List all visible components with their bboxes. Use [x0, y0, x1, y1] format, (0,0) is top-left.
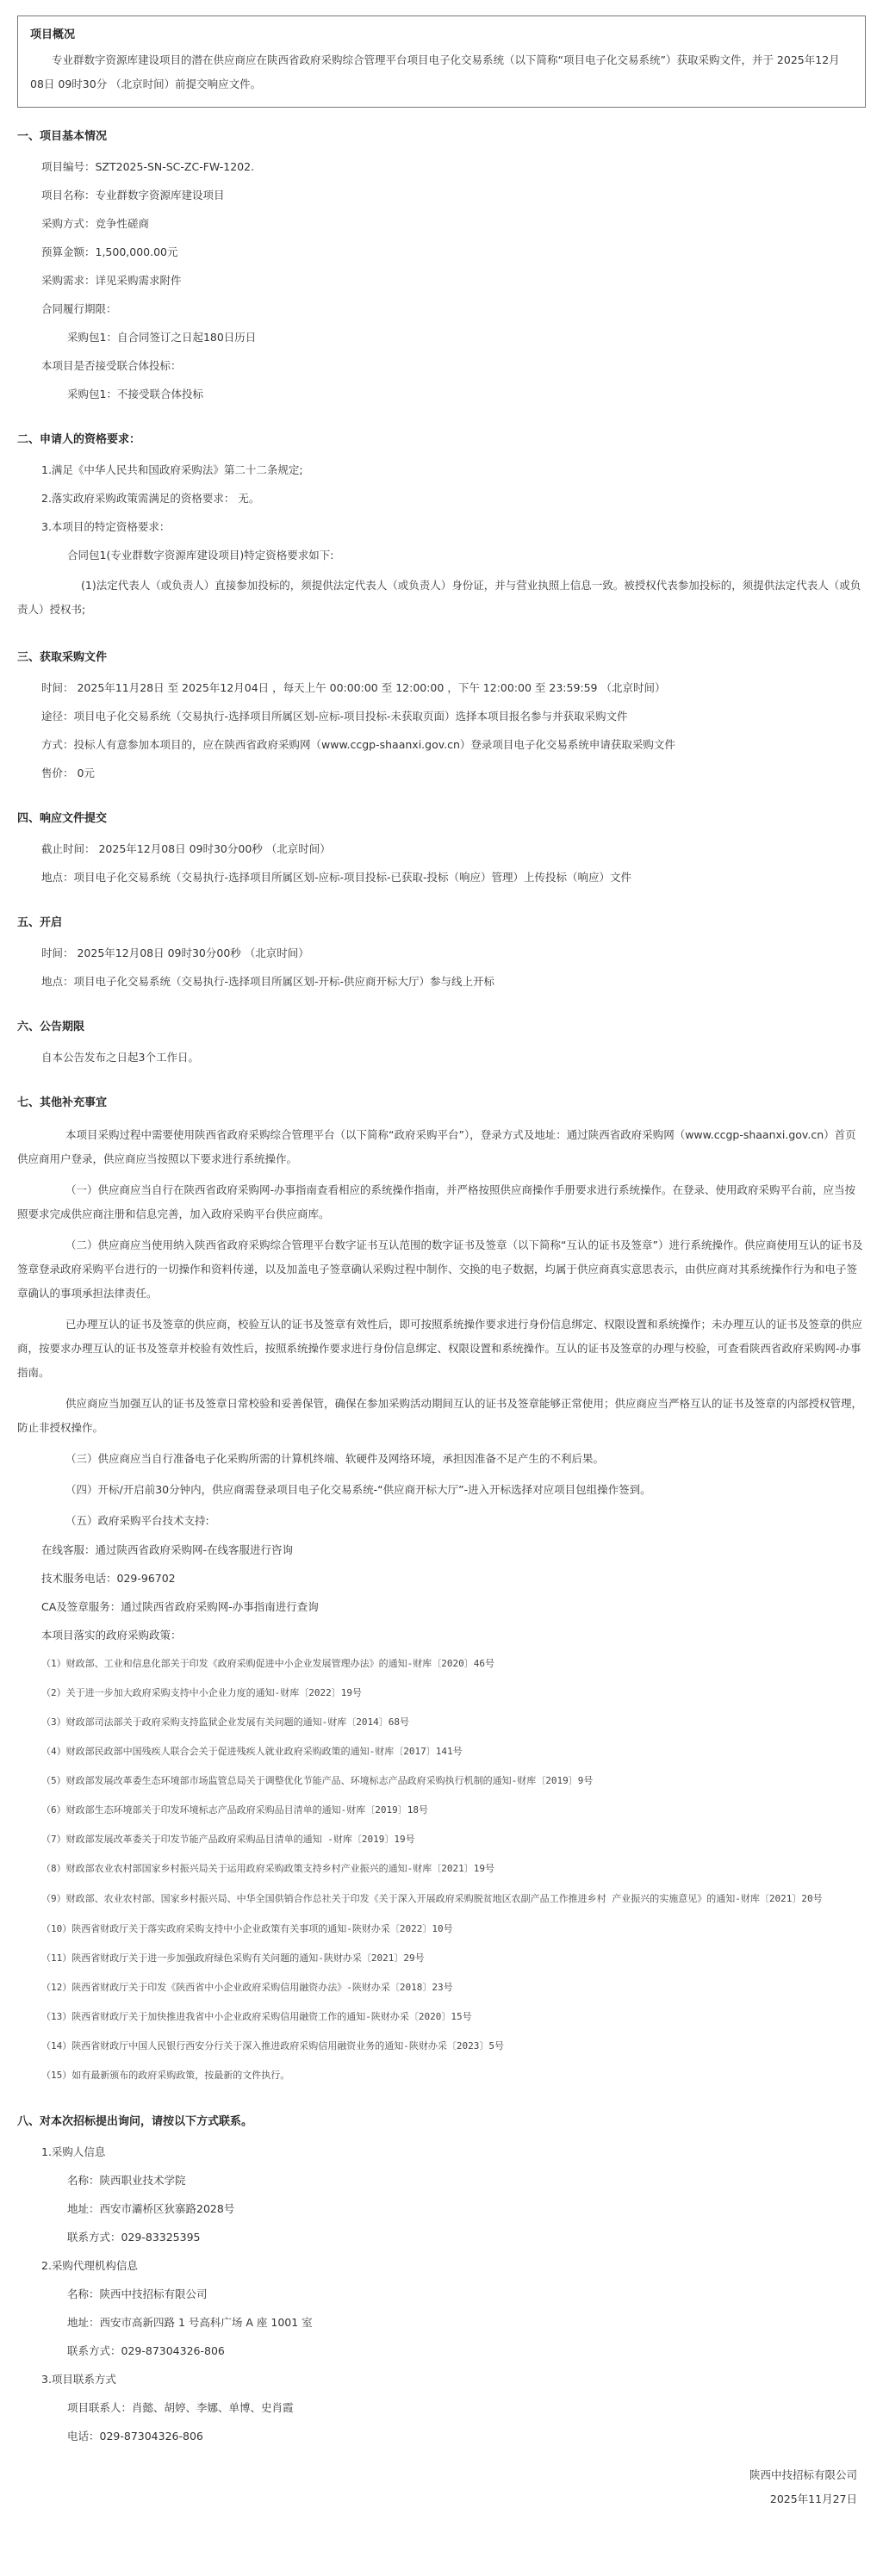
policy-item: （6）财政部生态环境部关于印发环境标志产品政府采购品目清单的通知-财库〔2019〕18号 [41, 1804, 428, 1816]
notice-period-text: 自本公告发布之日起3个工作日。 [41, 1051, 199, 1064]
opening-location: 地点：项目电子化交易系统（交易执行-选择项目所属区划-开标-供应商开标大厅）参与线上开标 [41, 975, 495, 988]
rule-2: （二）供应商应当使用纳入陕西省政府采购综合管理平台数字证书互认范围的数字证书及签章（以下简称“互认的证书及签章”）进行系统操作。供应商使用互认的证书及签章登录政府采购平台进行的一切操作和资料传递，以及加盖电子签章确认采购过程中制作、交换的电子数据，均属于供应商真实意思表示，由供应商对其系统操作行为和电子签章确认的事项承担法律责任。 [17, 1238, 863, 1300]
consortium-package1: 采购包1：不接受联合体投标 [67, 388, 203, 400]
support-online: 在线客服：通过陕西省政府采购网-在线客服进行咨询 [41, 1543, 294, 1556]
policy-item: （1）财政部、工业和信息化部关于印发《政府采购促进中小企业发展管理办法》的通知-财库〔2020〕46号 [41, 1658, 494, 1669]
support-ca: CA及签章服务：通过陕西省政府采购网-办事指南进行查询 [41, 1600, 319, 1613]
closing-signature [17, 2463, 866, 2511]
contract-period-package1: 采购包1：自合同签订之日起180日历日 [67, 331, 257, 344]
policy-item: （8）财政部农业农村部国家乡村振兴局关于运用政府采购政策支持乡村产业振兴的通知-财库〔2021〕19号 [41, 1863, 494, 1874]
policy-item: （3）财政部司法部关于政府采购支持监狱企业发展有关问题的通知-财库〔2014〕68号 [41, 1716, 409, 1728]
qualification-item: 1.满足《中华人民共和国政府采购法》第二十二条规定; [41, 463, 303, 476]
qualification-detail: (1)法定代表人（或负责人）直接参加投标的，须提供法定代表人（或负责人）身份证，并与营业执照上信息一致。被授权代表参加投标的，须提供法定代表人（或负责人）授权书; [17, 579, 861, 616]
qualification-item: 3.本项目的特定资格要求： [41, 520, 171, 533]
obtain-channel: 途径：项目电子化交易系统（交易执行-选择项目所属区划-应标-项目投标-未获取页面）选择本项目报名参与并获取采购文件 [41, 710, 628, 723]
rule-2-custody: 供应商应当加强互认的证书及签章日常校验和妥善保管，确保在参加采购活动期间互认的证书及签章能够正常使用；供应商应当严格互认的证书及签章的内部授权管理，防止非授权操作。 [17, 1397, 863, 1434]
contact-heading: 3.项目联系方式 [41, 2373, 116, 2386]
rule-1: （一）供应商应当自行在陕西省政府采购网-办事指南查看相应的系统操作指南，并严格按照供应商操作手册要求进行系统操作。在登录、使用政府采购平台前，应当按照要求完成供应商注册和信息完善，加入政府采购平台供应商库。 [17, 1183, 856, 1220]
policy-item: （15）如有最新颁布的政府采购政策，按最新的文件执行。 [41, 2070, 290, 2081]
section-title: 三、获取采购文件 [17, 651, 108, 664]
platform-intro: 本项目采购过程中需要使用陕西省政府采购综合管理平台（以下简称“政府采购平台”），登录方式及地址：通过陕西省政府采购网（www.ccgp-shaanxi.gov.cn）首页供应商用户登录，供应商应当按照以下要求进行系统操作。 [17, 1128, 856, 1165]
overview-text: 专业群数字资源库建设项目的潜在供应商应在陕西省政府采购综合管理平台项目电子化交易系统（以下简称“项目电子化交易系统”）获取采购文件，并于 2025年12月08日 09时30分 （北京时间）前提交响应文件。 [30, 53, 840, 90]
purchaser-heading: 1.采购人信息 [41, 2145, 106, 2158]
policy-item: （2）关于进一步加大政府采购支持中小企业力度的通知-财库〔2022〕19号 [41, 1687, 362, 1698]
agency-phone: 联系方式：029-87304326-806 [67, 2344, 225, 2357]
closing-org: 陕西中技招标有限公司 [749, 2468, 857, 2481]
section-submission [17, 809, 866, 887]
section-title: 六、公告期限 [17, 1021, 85, 1034]
obtain-method: 方式：投标人有意参加本项目的，应在陕西省政府采购网（www.ccgp-shaanxi.gov.cn）登录项目电子化交易系统申请获取采购文件 [41, 738, 675, 751]
policy-item: （12）陕西省财政厅关于印发《陕西省中小企业政府采购信用融资办法》-陕财办采〔2018〕23号 [41, 1982, 453, 1993]
section-opening [17, 913, 866, 991]
purchaser-name: 名称：陕西职业技术学院 [67, 2174, 186, 2187]
project-number: 项目编号：SZT2025-SN-SC-ZC-FW-1202. [41, 160, 255, 173]
rule-3: （三）供应商应当自行准备电子化采购所需的计算机终端、软硬件及网络环境，承担因准备不足产生的不利后果。 [65, 1452, 605, 1465]
budget-amount: 预算金额：1,500,000.00元 [41, 245, 178, 258]
section-title: 一、项目基本情况 [17, 130, 108, 143]
procurement-requirements: 采购需求：详见采购需求附件 [41, 274, 182, 287]
section-notice-period [17, 1017, 866, 1067]
policy-item: （5）财政部发展改革委生态环境部市场监管总局关于调整优化节能产品、环境标志产品政府采购执行机制的通知-财库〔2019〕9号 [41, 1775, 594, 1786]
contact-persons: 项目联系人：肖懿、胡婷、李娜、单博、史肖霞 [67, 2401, 294, 2414]
section-title: 七、其他补充事宜 [17, 1096, 108, 1109]
policy-item: （14）陕西省财政厅中国人民银行西安分行关于深入推进政府采购信用融资业务的通知-陕财办采〔2023〕5号 [41, 2040, 504, 2051]
section-title: 八、对本次招标提出询问，请按以下方式联系。 [17, 2115, 253, 2128]
project-overview-box [17, 16, 866, 108]
section-basic-info [17, 127, 866, 404]
support-phone: 技术服务电话：029-96702 [41, 1572, 176, 1585]
submission-location: 地点：项目电子化交易系统（交易执行-选择项目所属区划-应标-项目投标-已获取-投标（响应）管理）上传投标（响应）文件 [41, 871, 632, 884]
purchaser-address: 地址：西安市灞桥区狄寨路2028号 [67, 2202, 235, 2215]
section-title: 五、开启 [17, 916, 63, 929]
rule-4: （四）开标/开启前30分钟内，供应商需登录项目电子化交易系统-“供应商开标大厅”-进入开标选择对应项目包组操作签到。 [65, 1483, 651, 1496]
opening-time: 时间： 2025年12月08日 09时30分00秒 （北京时间） [41, 947, 309, 959]
section-obtain-documents [17, 648, 866, 783]
rule-5: （五）政府采购平台技术支持: [65, 1514, 209, 1527]
policy-item: （7）财政部发展改革委关于印发节能产品政府采购品目清单的通知 -财库〔2019〕19号 [41, 1834, 415, 1845]
section-qualifications [17, 430, 866, 622]
closing-date: 2025年11月27日 [769, 2492, 857, 2505]
agency-name: 名称：陕西中技招标有限公司 [67, 2287, 208, 2300]
policy-item: （9）财政部、农业农村部、国家乡村振兴局、中华全国供销合作总社关于印发《关于深入开展政府采购脱贫地区农副产品工作推进乡村 产业振兴的实施意见》的通知-财库〔2021〕20号 [41, 1893, 823, 1904]
agency-address: 地址：西安市高新四路 1 号高科广场 A 座 1001 室 [67, 2316, 313, 2329]
overview-title: 项目概况 [30, 28, 76, 41]
policy-heading: 本项目落实的政府采购政策： [41, 1629, 182, 1642]
qualification-package-heading: 合同包1(专业群数字资源库建设项目)特定资格要求如下: [67, 549, 334, 562]
policy-item: （10）陕西省财政厅关于落实政府采购支持中小企业政策有关事项的通知-陕财办采〔2022〕10号 [41, 1923, 453, 1934]
submission-deadline: 截止时间： 2025年12月08日 09时30分00秒 （北京时间） [41, 842, 331, 855]
section-title: 二、申请人的资格要求： [17, 433, 141, 446]
rule-2-cert: 已办理互认的证书及签章的供应商，校验互认的证书及签章有效性后，即可按照系统操作要求进行身份信息绑定、权限设置和系统操作；未办理互认的证书及签章的供应商，按要求办理互认的证书及签章并校验有效性后，按照系统操作要求进行身份信息绑定、权限设置和系统操作。互认的证书及签章的办理与校验，可查看陕西省政府采购网-办事指南。 [17, 1318, 863, 1379]
policy-item: （4）财政部民政部中国残疾人联合会关于促进残疾人就业政府采购政策的通知-财库〔2017〕141号 [41, 1746, 463, 1757]
obtain-time: 时间： 2025年11月28日 至 2025年12月04日 ，每天上午 00:00:00 至 12:00:00 ，下午 12:00:00 至 23:59:59 （北京时间） [41, 681, 666, 694]
policy-item: （13）陕西省财政厅关于加快推进我省中小企业政府采购信用融资工作的通知-陕财办采〔2020〕15号 [41, 2011, 472, 2022]
agency-heading: 2.采购代理机构信息 [41, 2259, 138, 2272]
project-name: 项目名称：专业群数字资源库建设项目 [41, 189, 225, 202]
policy-item: （11）陕西省财政厅关于进一步加强政府绿色采购有关问题的通知-陕财办采〔2021〕29号 [41, 1952, 425, 1964]
procurement-method: 采购方式：竞争性磋商 [41, 217, 150, 230]
consortium-label: 本项目是否接受联合体投标： [41, 359, 182, 372]
contract-period-label: 合同履行期限： [41, 302, 117, 315]
purchaser-phone: 联系方式：029-83325395 [67, 2231, 201, 2244]
contact-phone: 电话：029-87304326-806 [67, 2430, 203, 2443]
section-contact [17, 2112, 866, 2446]
qualification-item: 2.落实政府采购政策需满足的资格要求： 无。 [41, 492, 260, 505]
section-title: 四、响应文件提交 [17, 812, 108, 825]
section-other-matters [17, 1093, 866, 2086]
obtain-price: 售价： 0元 [41, 767, 95, 779]
